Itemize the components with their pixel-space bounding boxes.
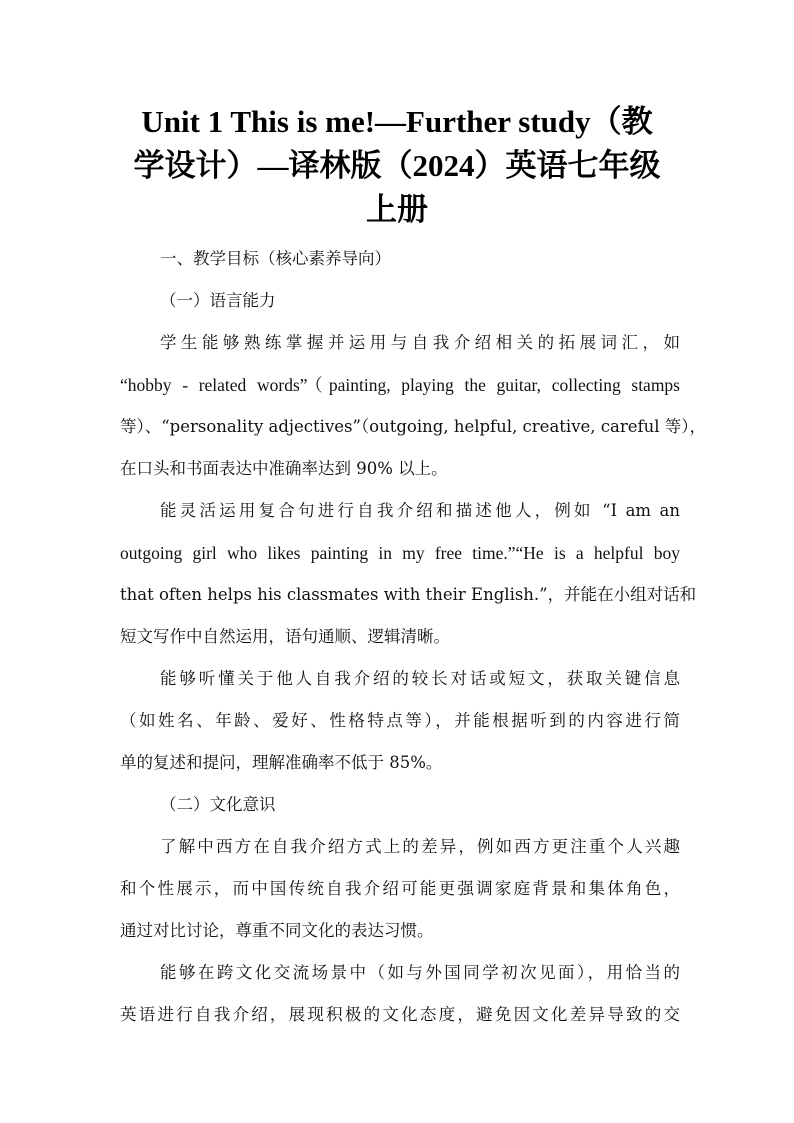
title-line-1: Unit 1 This is me!—Further study（教 — [141, 104, 653, 139]
para1-line4: 在口头和书面表达中准确率达到 90% 以上。 — [120, 459, 448, 478]
para1-line2: “hobby - related words”（painting, playing the guitar, collecting stamps — [120, 375, 680, 395]
para2-line2: outgoing girl who likes painting in my free time.”“He is a helpful boy — [120, 543, 680, 563]
title-line-2: 学设计）—译林版（2024）英语七年级 — [133, 148, 661, 183]
para4-line1: 了解中西方在自我介绍方式上的差异，例如西方更注重个人兴趣 — [160, 837, 680, 856]
subsection-heading-culture: （二）文化意识 — [160, 795, 276, 814]
para3-line1: 能够听懂关于他人自我介绍的较长对话或短文，获取关键信息 — [160, 669, 680, 688]
para1-line3: 等）、“personality adjectives”（outgoing, helpful, creative, careful 等）， — [120, 417, 707, 436]
para4-line3: 通过对比讨论，尊重不同文化的表达习惯。 — [120, 921, 434, 940]
para4-line2: 和个性展示，而中国传统自我介绍可能更强调家庭背景和集体角色， — [120, 879, 680, 898]
subsection-heading-language: （一）语言能力 — [160, 291, 276, 310]
title-line-3: 上册 — [366, 192, 428, 227]
section-heading-objectives: 一、教学目标（核心素养导向） — [160, 249, 391, 268]
document-title — [110, 100, 684, 232]
para5-line1: 能够在跨文化交流场景中（如与外国同学初次见面），用恰当的 — [160, 963, 680, 982]
para3-line2: （如姓名、年龄、爱好、性格特点等），并能根据听到的内容进行简 — [120, 711, 680, 730]
para3-line3: 单的复述和提问，理解准确率不低于 85%。 — [120, 753, 443, 772]
para2-line3: that often helps his classmates with their English.”，并能在小组对话和 — [120, 585, 697, 604]
para2-line4: 短文写作中自然运用，语句通顺、逻辑清晰。 — [120, 627, 450, 646]
para1-line1: 学生能够熟练掌握并运用与自我介绍相关的拓展词汇，如 — [160, 333, 680, 352]
para2-line1: 能灵活运用复合句进行自我介绍和描述他人，例如 “I am an — [160, 501, 680, 520]
para5-line2: 英语进行自我介绍，展现积极的文化态度，避免因文化差异导致的交 — [120, 1005, 680, 1024]
